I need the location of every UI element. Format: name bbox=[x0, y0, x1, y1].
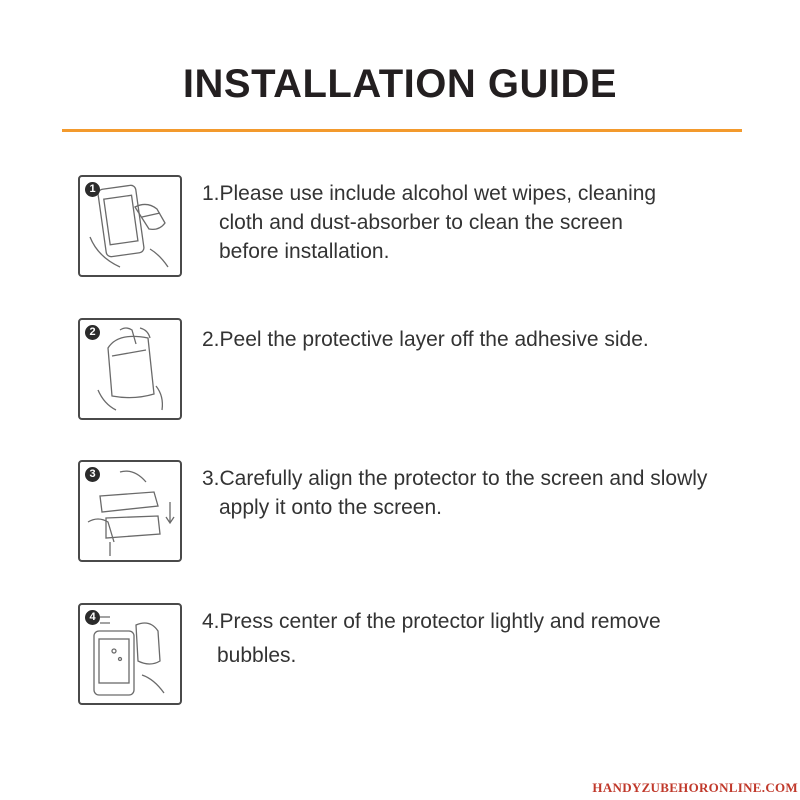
step-2 bbox=[78, 318, 758, 424]
step-1 bbox=[78, 175, 758, 281]
title-divider bbox=[62, 129, 742, 132]
step-badge: 1 bbox=[85, 182, 100, 197]
step-text-line: 4.Press center of the protector lightly and remove bbox=[202, 610, 661, 633]
step-text-line: 3.Carefully align the protector to the screen and slowly bbox=[202, 467, 708, 490]
step-text-line: before installation. bbox=[219, 240, 390, 263]
step-badge: 4 bbox=[85, 610, 100, 625]
step-4 bbox=[78, 603, 758, 709]
step-2-text bbox=[202, 325, 752, 354]
watermark: HANDYZUBEHORONLINE.COM bbox=[592, 780, 798, 795]
step-4-illustration bbox=[78, 603, 182, 705]
step-text-line: 1.Please use include alcohol wet wipes, cleaning bbox=[202, 182, 657, 205]
step-badge: 3 bbox=[85, 467, 100, 482]
step-text-line: cloth and dust-absorber to clean the screen bbox=[219, 211, 623, 234]
step-text-line: bubbles. bbox=[217, 644, 297, 667]
step-text-line: 2.Peel the protective layer off the adhesive side. bbox=[202, 328, 649, 351]
step-text-line: apply it onto the screen. bbox=[219, 496, 442, 519]
step-3-illustration bbox=[78, 460, 182, 562]
step-3-text bbox=[202, 464, 752, 522]
page-title: INSTALLATION GUIDE bbox=[182, 62, 618, 106]
step-1-text bbox=[202, 179, 752, 266]
step-3 bbox=[78, 460, 758, 566]
step-4-text bbox=[202, 607, 752, 670]
step-badge: 2 bbox=[85, 325, 100, 340]
step-2-illustration bbox=[78, 318, 182, 420]
step-1-illustration bbox=[78, 175, 182, 277]
